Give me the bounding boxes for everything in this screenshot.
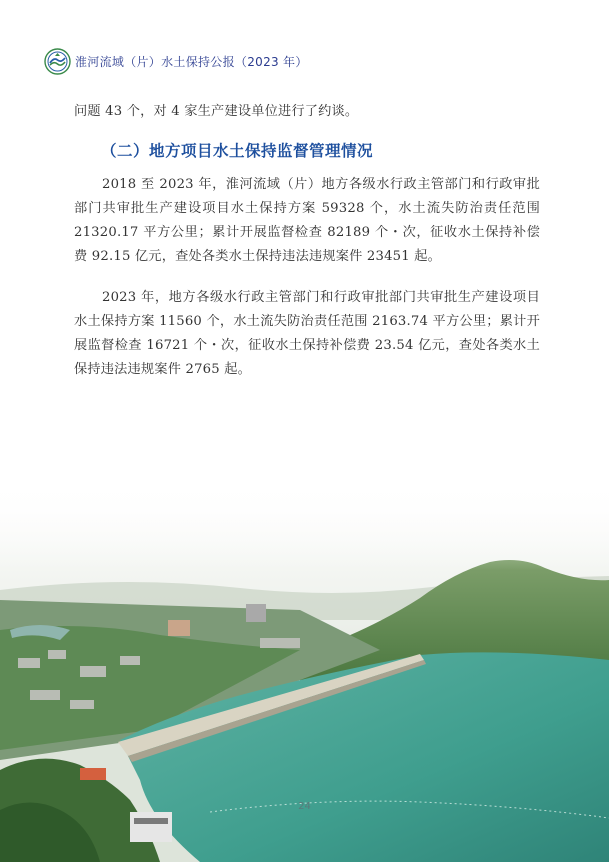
paragraph-2023: 2023 年，地方各级水行政主管部门和行政审批部门共审批生产建设项目水土保持方案 11560 个，水土流失防治责任范围 2163.74 平方公里；累计开展监督检查 16721 个・次，征收水土保持补偿费 23.54 亿元，查处各类水土保持违法违规案件 2765 起。 [74, 290, 540, 377]
paragraph-2018-2023: 2018 至 2023 年，淮河流域（片）地方各级水行政主管部门和行政审批部门共审批生产建设项目水土保持方案 59328 个，水土流失防治责任范围 21320.17 平方公里；累计开展监督检查 82189 个・次，征收水土保持补偿费 92.15 亿元，查处各类水土保持违法违规案件 23451 起。 [74, 177, 540, 264]
soil-water-conservation-logo-icon [44, 48, 71, 75]
page-number: 24 [298, 801, 311, 812]
section-heading: （二）地方项目水土保持监督管理情况 [101, 142, 374, 160]
page-header [44, 47, 308, 75]
report-title: 淮河流域（片）水土保持公报（2023 年） [75, 54, 308, 69]
continuation-paragraph: 问题 43 个，对 4 家生产建设单位进行了约谈。 [74, 104, 359, 119]
